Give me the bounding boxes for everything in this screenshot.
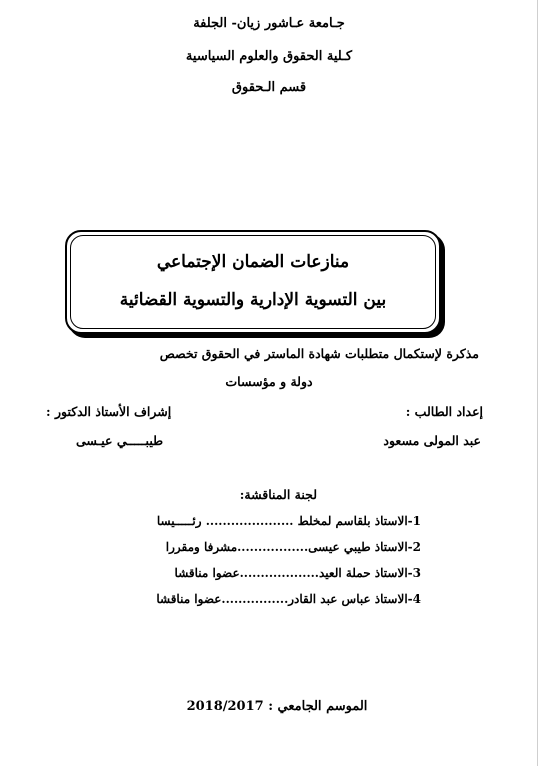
thesis-purpose-line-2: دولة و مؤسسات xyxy=(225,374,313,389)
committee-member-3: 3-الاستاذ حملة العيد...................عضوا مناقشا xyxy=(174,566,421,580)
committee-member-4: 4-الاستاذ عباس عبد القادر................عضوا مناقشا xyxy=(156,592,421,606)
committee-member-2: 2-الاستاذ طيبي عيسى.................مشرفا ومقررا xyxy=(165,540,421,554)
thesis-purpose-line-1: مذكرة لإستكمال متطلبات شهادة الماستر في الحقوق تخصص xyxy=(159,346,479,361)
supervisor-name: طيبـــــي عيـسى xyxy=(76,433,164,448)
student-name: عبد المولى مسعود xyxy=(383,433,481,448)
thesis-title-line-1: منازعات الضمان الإجتماعي xyxy=(156,252,350,272)
university-name: جـامعة عـاشور زيان- الجلفة xyxy=(193,16,345,31)
academic-year-label: الموسم الجامعي : xyxy=(268,699,368,714)
title-frame xyxy=(65,230,441,334)
academic-year xyxy=(172,699,382,714)
title-frame-inner xyxy=(70,235,436,329)
faculty-name: كـلية الحقوق والعلوم السياسية xyxy=(185,49,353,64)
department-name: قسم الـحقوق xyxy=(231,80,307,95)
committee-heading: لجنة المناقشة: xyxy=(239,487,317,502)
student-label: إعداد الطالب : xyxy=(405,404,483,419)
committee-member-1: 1-الاستاذ بلقاسم لمخلط ..................... رئـــــيسا xyxy=(156,514,421,528)
thesis-title-line-2: بين التسوية الإدارية والتسوية القضائية xyxy=(119,290,387,310)
academic-year-value: 2018/2017 xyxy=(186,699,264,714)
supervisor-label: إشراف الأستاذ الدكتور : xyxy=(46,404,172,419)
